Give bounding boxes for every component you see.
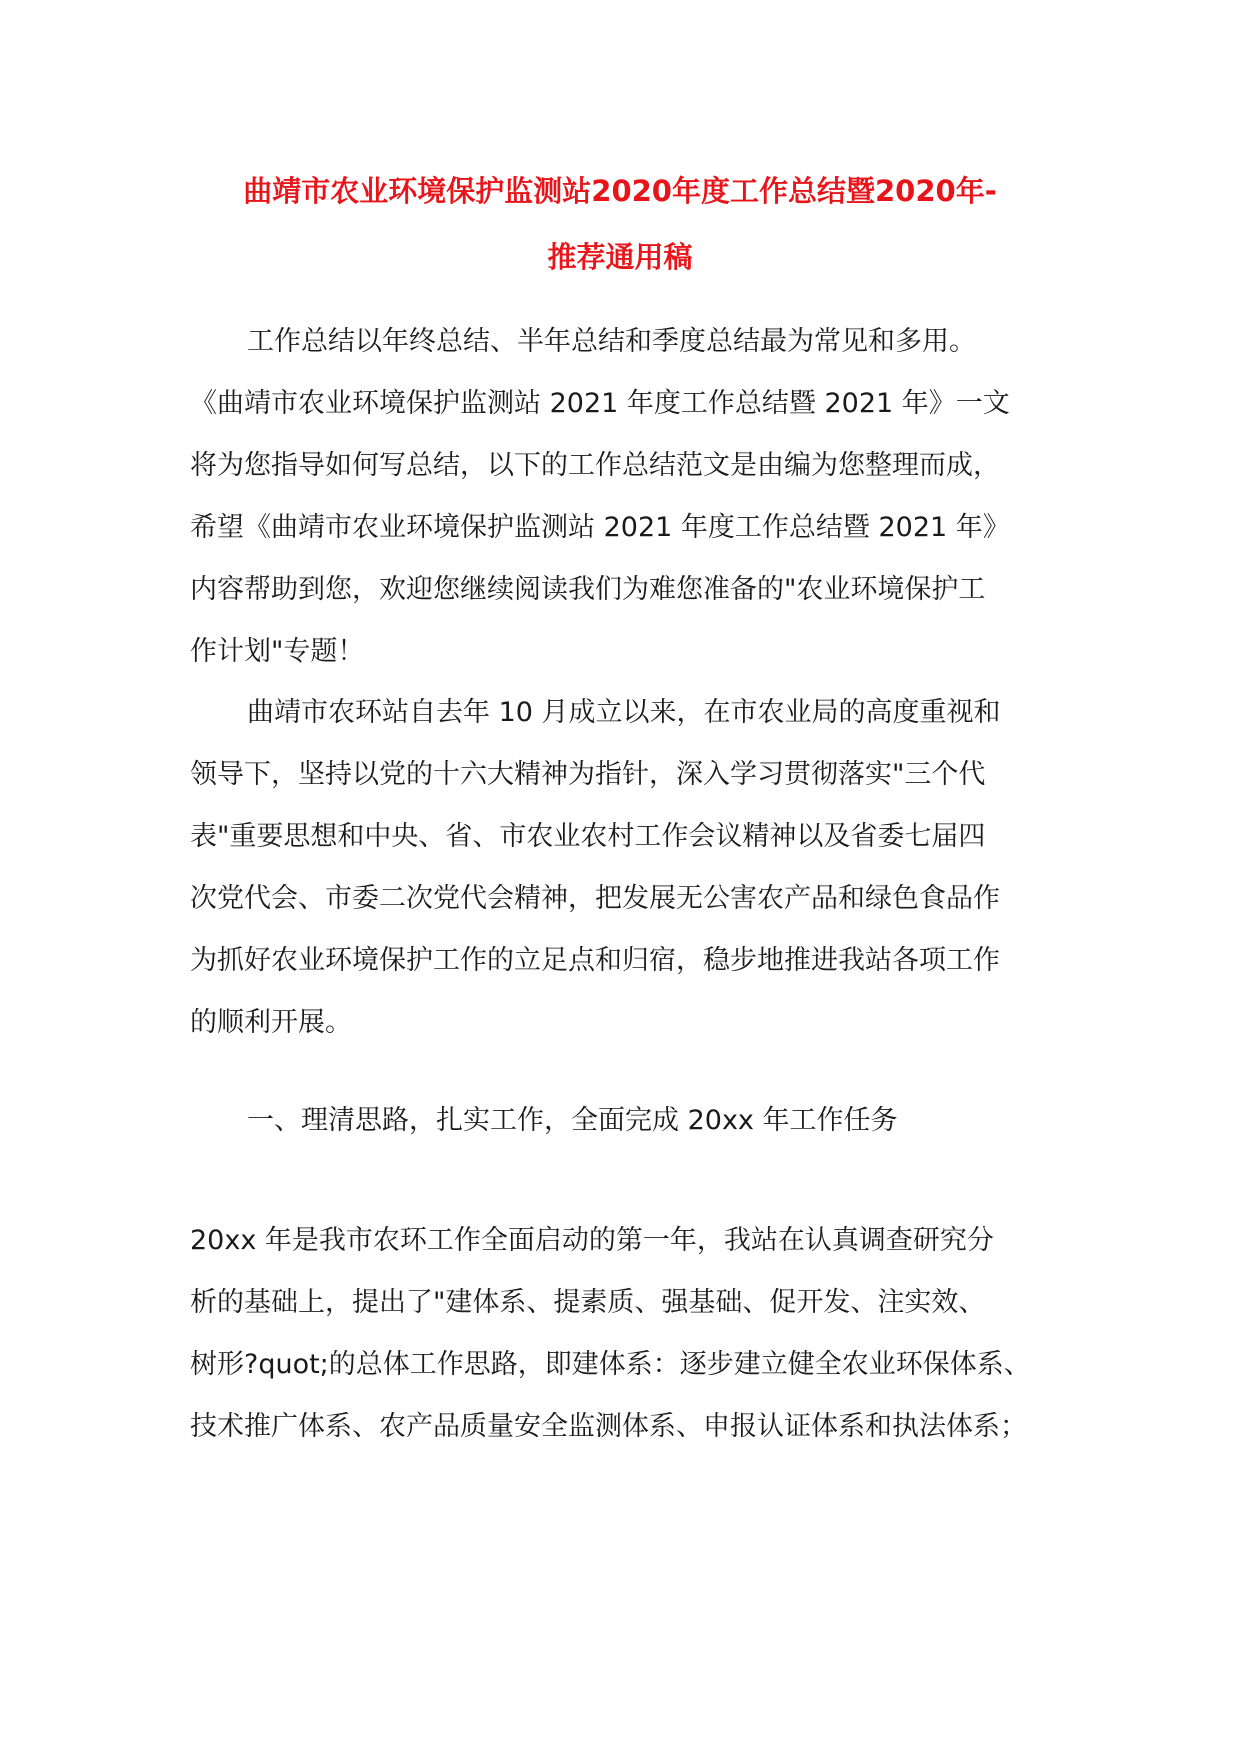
background-line-3: 表"重要思想和中央、省、市农业农村工作会议精神以及省委七届四: [190, 821, 986, 852]
intro-line-5: 内容帮助到您，欢迎您继续阅读我们为难您准备的"农业环境保护工: [190, 574, 986, 605]
title-line-2: 推荐通用稿: [547, 240, 693, 274]
work-line-2: 析的基础上，提出了"建体系、提素质、强基础、促开发、注实效、: [190, 1287, 986, 1318]
background-line-6: 的顺利开展。: [190, 1007, 352, 1038]
work-paragraph: [190, 1210, 1070, 1458]
background-line-2: 领导下，坚持以党的十六大精神为指针，深入学习贯彻落实"三个代: [190, 759, 986, 790]
section-heading-text: 一、理清思路，扎实工作，全面完成 20xx 年工作任务: [247, 1105, 898, 1136]
background-line-5: 为抓好农业环境保护工作的立足点和归宿，稳步地推进我站各项工作: [190, 945, 1000, 976]
work-line-1: 20xx 年是我市农环工作全面启动的第一年，我站在认真调查研究分: [190, 1225, 994, 1256]
document-title: [170, 158, 1070, 290]
background-line-1: 曲靖市农环站自去年 10 月成立以来，在市农业局的高度重视和: [247, 697, 1001, 728]
section-heading: [190, 1090, 1070, 1152]
work-line-4: 技术推广体系、农产品质量安全监测体系、申报认证体系和执法体系；: [190, 1411, 1027, 1442]
intro-line-1: 工作总结以年终总结、半年总结和季度总结最为常见和多用。: [247, 326, 976, 357]
intro-line-3: 将为您指导如何写总结，以下的工作总结范文是由编为您整理而成，: [190, 450, 1000, 481]
intro-line-2: 《曲靖市农业环境保护监测站 2021 年度工作总结暨 2021 年》一文: [190, 388, 1010, 419]
intro-paragraph: [190, 311, 1070, 683]
intro-line-6: 作计划"专题！: [190, 636, 365, 667]
background-line-4: 次党代会、市委二次党代会精神，把发展无公害农产品和绿色食品作: [190, 883, 1000, 914]
intro-line-4: 希望《曲靖市农业环境保护监测站 2021 年度工作总结暨 2021 年》: [190, 512, 1010, 543]
title-line-1: 曲靖市农业环境保护监测站2020年度工作总结暨2020年-: [243, 174, 997, 208]
background-paragraph: [190, 682, 1070, 1054]
work-line-3: 树形?quot;的总体工作思路，即建体系：逐步建立健全农业环保体系、: [190, 1349, 1031, 1380]
